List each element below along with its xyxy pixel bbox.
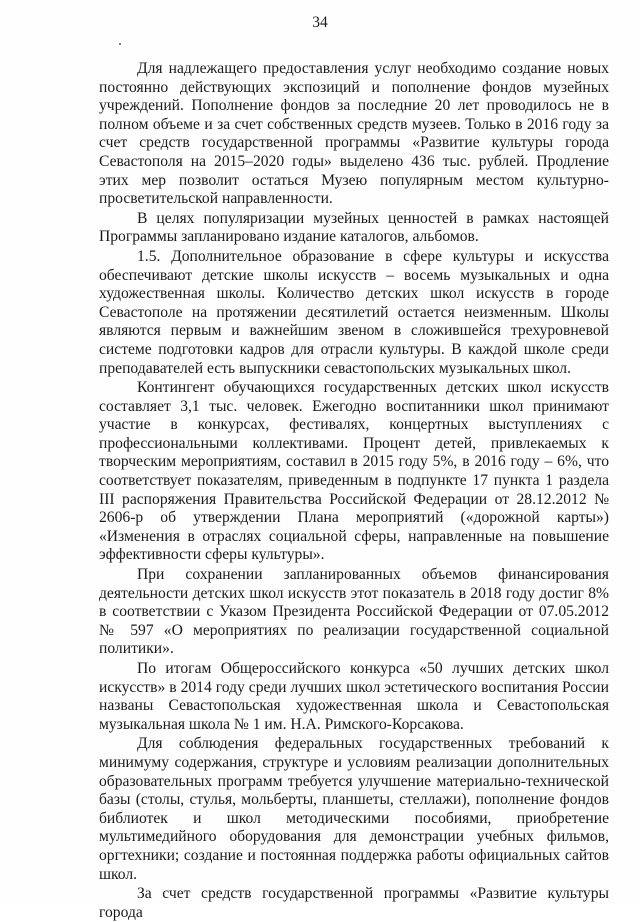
paragraph-museum-funds: Для надлежащего предоставления услуг необходимо создание новых постоянно действующих экспозиций и пополнение фондов музейных учреждений. Пополнение фондов за последние 20 лет проводилось не в полном объеме и за счет собственных средств музеев. Только в 2016 году за счет средств государственной программы «Развитие культуры города Севастополя на 2015–2020 годы» выделено 436 тыс. рублей. Продление этих мер позволит остаться Музею популярным местом культурно-просветительской направленности. — [99, 60, 609, 208]
paragraph-funding-indicator: При сохранении запланированных объемов финансирования деятельности детских школ искусств этот показатель в 2018 году достиг 8% в соответствии с Указом Президента Российской Федерации от 07.05.2012 № 597 «О мероприятиях по реализации государственной социальной политики». — [99, 566, 609, 658]
paragraph-program-funding: За счет средств государственной программы «Развитие культуры города — [99, 885, 609, 921]
paragraph-additional-education: 1.5. Дополнительное образование в сфере культуры и искусства обеспечивают детские школы искусств – восемь музыкальных и одна художественная школы. Количество детских школ искусств в городе Севастополе на протяжении десятилетий остается неизменным. Школы являются первым и важнейшим звеном в сложившейся трехуровневой системе подготовки кадров для отрасли культуры. В каждой школе среди преподавателей есть выпускники севастопольских музыкальных школ. — [99, 247, 609, 377]
page-number: 34 — [312, 14, 328, 31]
paragraph-student-contingent: Контингент обучающихся государственных детских школ искусств составляет 3,1 тыс. человек. Ежегодно воспитанники школ принимают участие в конкурсах, фестивалях, концертных выступлениях с профессиональными коллективами. Процент детей, привлекаемых к творческим мероприятиям, составил в 2015 году 5%, в 2016 году – 6%, что соответствует показателям, приведенным в подпункте 17 пункта 1 раздела III распоряжения Правительства Российской Федерации от 28.12.2012 № 2606-р об утверждении Плана мероприятий («дорожной карты») «Изменения в отраслях социальной сферы, направленные на повышение эффективности сферы культуры». — [99, 379, 609, 564]
document-body — [99, 60, 609, 922]
paragraph-museum-catalogs: В целях популяризации музейных ценностей в рамках настоящей Программы запланировано издание каталогов, альбомов. — [99, 209, 609, 246]
scan-speck — [119, 43, 121, 45]
paragraph-competition-results: По итогам Общероссийского конкурса «50 лучших детских школ искусств» в 2014 году среди лучших школ эстетического воспитания России названы Севастопольская художественная школа и Севастопольская музыкальная школа № 1 им. Н.А. Римского-Корсакова. — [99, 660, 609, 733]
paragraph-federal-requirements: Для соблюдения федеральных государственных требований к минимуму содержания, структуре и условиям реализации дополнительных образовательных программ требуется улучшение материально-технической базы (столы, стулья, мольберты, планшеты, стеллажи), пополнение фондов библиотек и школ методическими пособиями, приобретение мультимедийного оборудования для демонстрации учебных фильмов, оргтехники; создание и постоянная поддержка работы официальных сайтов школ. — [99, 735, 609, 883]
